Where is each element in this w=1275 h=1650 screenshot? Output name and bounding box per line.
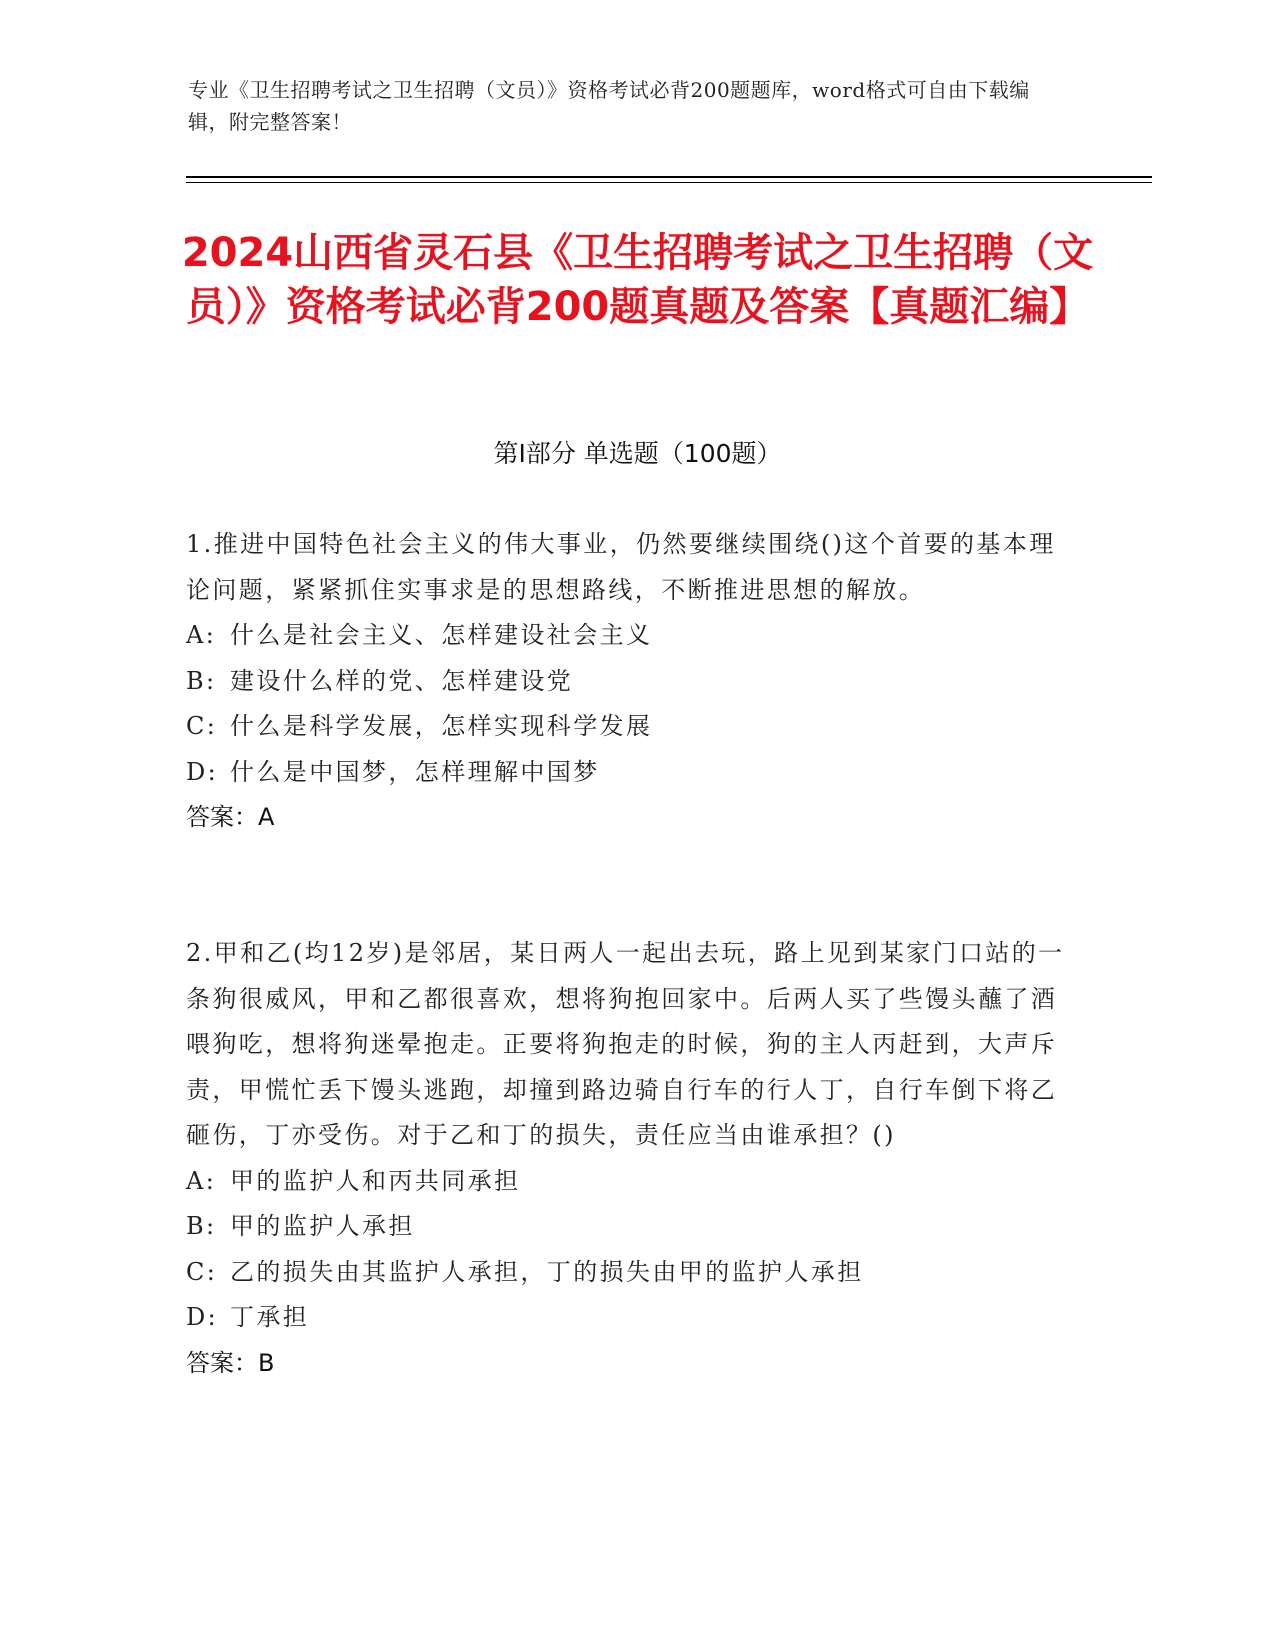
option-letter: A: xyxy=(186,1166,217,1195)
option-d xyxy=(186,750,1066,796)
header-divider-thin xyxy=(186,182,1152,183)
option-text: 乙的损失由其监护人承担，丁的损失由甲的监护人承担 xyxy=(230,1257,864,1286)
option-c xyxy=(186,1250,1066,1296)
question-stem: 2.甲和乙(均12岁)是邻居，某日两人一起出去玩，路上见到某家门口站的一条狗很威风，甲和乙都很喜欢，想将狗抱回家中。后两人买了些馒头蘸了酒喂狗吃，想将狗迷晕抱走。正要将狗抱走的时候，狗的主人丙赶到，大声斥责，甲慌忙丢下馒头逃跑，却撞到路边骑自行车的行人丁，自行车倒下将乙砸伤，丁亦受伤。对于乙和丁的损失，责任应当由谁承担？() xyxy=(186,939,1065,1149)
answer: 答案：B xyxy=(186,1348,275,1377)
section-title: 第I部分 单选题（100题） xyxy=(493,439,782,468)
option-text: 甲的监护人承担 xyxy=(230,1212,415,1240)
option-text: 丁承担 xyxy=(230,1303,310,1331)
option-letter: A: xyxy=(186,621,217,649)
option-text: 什么是科学发展，怎样实现科学发展 xyxy=(230,712,653,740)
answer: 答案：A xyxy=(186,803,275,831)
header-note: 专业《卫生招聘考试之卫生招聘（文员）》资格考试必背200题题库，word格式可自由下载编辑，附完整答案！ xyxy=(188,78,1030,134)
document-title: 2024山西省灵石县《卫生招聘考试之卫生招聘（文员）》资格考试必背200题真题及答案【真题汇编】 xyxy=(181,230,1094,330)
option-c xyxy=(186,704,1066,750)
option-letter: B: xyxy=(186,666,217,695)
option-letter: D: xyxy=(186,757,219,786)
option-d xyxy=(186,1295,1066,1341)
option-letter: B: xyxy=(186,1212,217,1240)
option-a xyxy=(186,613,1066,659)
option-letter: D: xyxy=(186,1303,219,1331)
option-text: 甲的监护人和丙共同承担 xyxy=(230,1166,521,1195)
question-1 xyxy=(186,522,1066,841)
option-text: 什么是中国梦，怎样理解中国梦 xyxy=(230,757,600,786)
question-2 xyxy=(186,931,1066,1386)
option-a xyxy=(186,1159,1066,1205)
header-divider-thick xyxy=(186,176,1152,178)
question-stem: 1.推进中国特色社会主义的伟大事业，仍然要继续围绕()这个首要的基本理论问题，紧紧抓住实事求是的思想路线，不断推进思想的解放。 xyxy=(186,530,1056,604)
option-b xyxy=(186,1204,1066,1250)
option-b xyxy=(186,659,1066,705)
option-letter: C: xyxy=(186,1257,218,1286)
option-text: 建设什么样的党、怎样建设党 xyxy=(230,666,574,695)
option-letter: C: xyxy=(186,712,218,740)
option-text: 什么是社会主义、怎样建设社会主义 xyxy=(230,621,653,649)
